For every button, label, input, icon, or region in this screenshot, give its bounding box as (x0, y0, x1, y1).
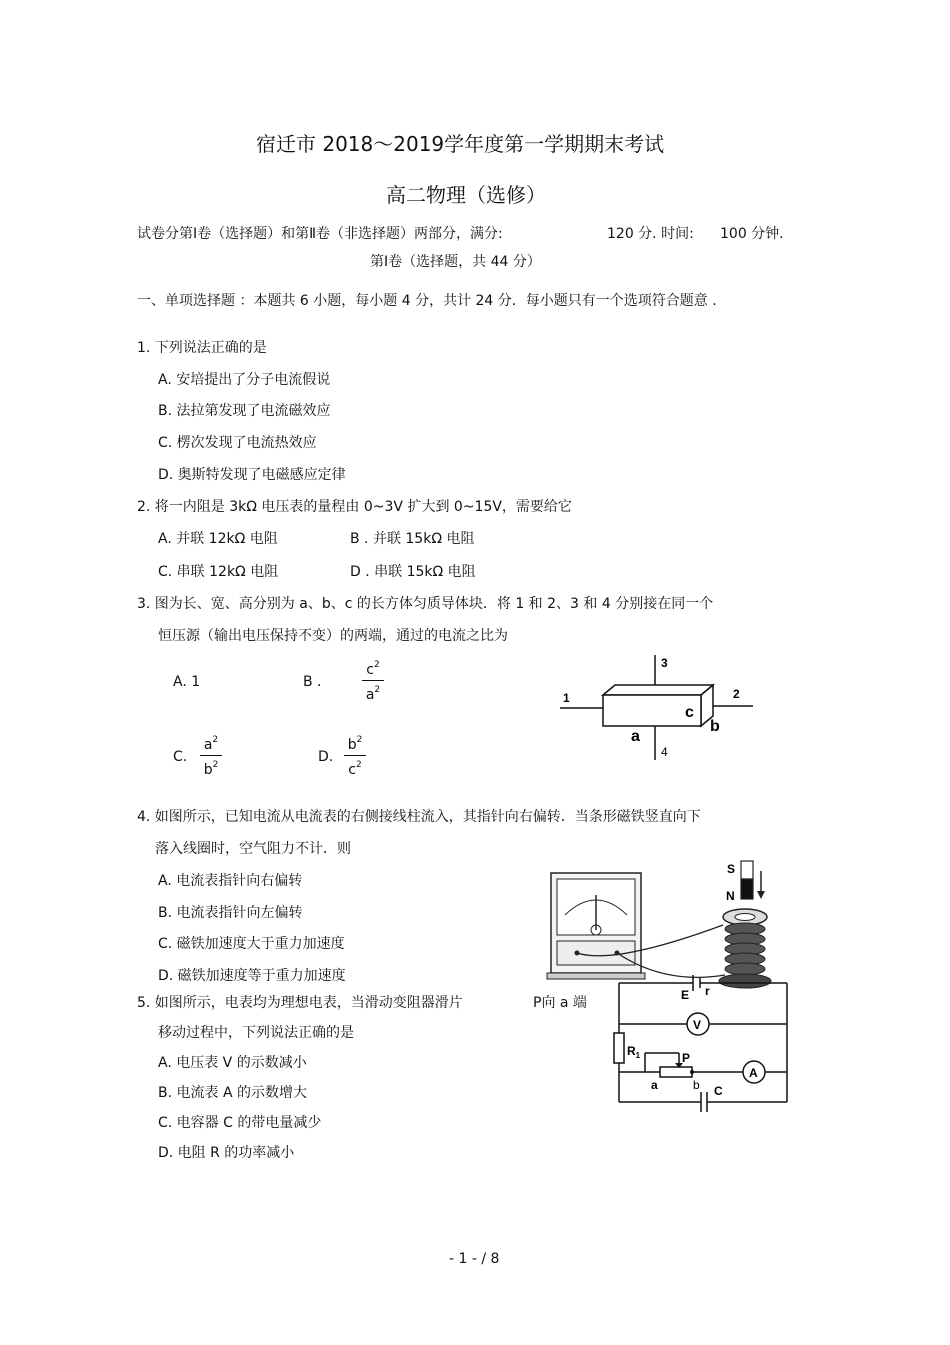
q3-option-b-label: B . (303, 674, 322, 690)
q4-galvanometer-figure (545, 855, 775, 995)
q3-terminal-1: 1 (563, 691, 570, 705)
q3-option-d-fraction: $b^2$ $c^2$ (344, 732, 366, 779)
q5-label-c: C (714, 1084, 723, 1098)
q1-option-b: B. 法拉第发现了电流磁效应 (158, 403, 331, 419)
q4-magnet-s: S (727, 862, 736, 876)
q5-stem-line1: 5. 如图所示，电表均为理想电表，当滑动变阻器滑片 (137, 995, 463, 1011)
q4-option-c: C. 磁铁加速度大于重力加速度 (158, 936, 345, 952)
q5-label-r1: $R_1$ (627, 1044, 641, 1060)
q2-option-c: C. 串联 12kΩ 电阻 (158, 564, 279, 580)
q5-stem-tail: P向 a 端 (533, 995, 587, 1011)
q3-label-b: b (710, 718, 720, 735)
q4-option-d: D. 磁铁加速度等于重力加速度 (158, 968, 346, 984)
q4-option-a: A. 电流表指针向右偏转 (158, 873, 303, 889)
intro-score: 120 分. 时间: (607, 226, 694, 242)
q3-option-b-fraction: $c^2$ $a^2$ (362, 657, 384, 704)
q1-option-a: A. 安培提出了分子电流假说 (158, 372, 331, 388)
q2-stem: 2. 将一内阻是 3kΩ 电压表的量程由 0~3V 扩大到 0~15V，需要给它 (137, 499, 572, 515)
q3-label-a: a (631, 728, 640, 745)
q4-option-b: B. 电流表指针向左偏转 (158, 905, 303, 921)
q5-label-r: r (705, 984, 710, 998)
q3-terminal-4: 4 (661, 745, 668, 759)
q1-option-d: D. 奥斯特发现了电磁感应定律 (158, 467, 346, 483)
q3-option-c-label: C. (173, 749, 188, 765)
q5-option-d: D. 电阻 R 的功率减小 (158, 1145, 295, 1161)
q5-label-a: a (651, 1078, 658, 1092)
intro-time: 100 分钟. (720, 226, 784, 242)
q3-conductor-figure (555, 650, 755, 765)
section1-heading: 一、单项选择题 ：本题共 6 小题，每小题 4 分，共计 24 分．每小题只有一个选项符合题意 . (137, 293, 717, 309)
q1-stem: 1. 下列说法正确的是 (137, 340, 267, 356)
q5-stem-line2: 移动过程中，下列说法正确的是 (158, 1025, 354, 1041)
q2-option-a: A. 并联 12kΩ 电阻 (158, 531, 278, 547)
subject-title: 高二物理（选修） (386, 183, 546, 207)
intro-text: 试卷分第Ⅰ卷（选择题）和第Ⅱ卷（非选择题）两部分，满分: (137, 226, 503, 242)
q4-stem-line2: 落入线圈时，空气阻力不计．则 (155, 841, 351, 857)
q5-label-ammeter: A (749, 1066, 758, 1080)
q5-label-e: E (681, 988, 690, 1002)
q4-stem-line1: 4. 如图所示，已知电流从电流表的右侧接线柱流入，其指针向右偏转．当条形磁铁竖直向下 (137, 809, 701, 825)
q5-circuit-figure (605, 975, 800, 1120)
part1-heading: 第Ⅰ卷（选择题，共 44 分） (370, 254, 541, 270)
q5-label-b: b (693, 1078, 700, 1092)
q3-terminal-3: 3 (661, 656, 668, 670)
q3-option-d-label: D. (318, 749, 334, 765)
q5-option-b: B. 电流表 A 的示数增大 (158, 1085, 307, 1101)
q5-label-v: V (693, 1018, 702, 1032)
q1-option-c: C. 楞次发现了电流热效应 (158, 435, 317, 451)
q3-terminal-2: 2 (733, 687, 740, 701)
q2-option-b: B . 并联 15kΩ 电阻 (350, 531, 475, 547)
q5-label-p: P (682, 1051, 691, 1065)
q3-stem-line1: 3. 图为长、宽、高分别为 a、b、c 的长方体匀质导体块．将 1 和 2、3 和 4 分别接在同一个 (137, 596, 714, 612)
page-number: - 1 - / 8 (449, 1251, 500, 1267)
q3-option-c-fraction: $a^2$ $b^2$ (200, 732, 222, 779)
q2-option-d: D . 串联 15kΩ 电阻 (350, 564, 476, 580)
q5-option-a: A. 电压表 V 的示数减小 (158, 1055, 307, 1071)
q3-label-c: c (685, 704, 694, 721)
q3-stem-line2: 恒压源（输出电压保持不变）的两端，通过的电流之比为 (158, 628, 508, 644)
q5-option-c: C. 电容器 C 的带电量减少 (158, 1115, 322, 1131)
q4-magnet-n: N (726, 889, 735, 903)
exam-title: 宿迁市 2018～2019学年度第一学期期末考试 (256, 132, 665, 156)
q3-option-a: A. 1 (173, 674, 201, 690)
